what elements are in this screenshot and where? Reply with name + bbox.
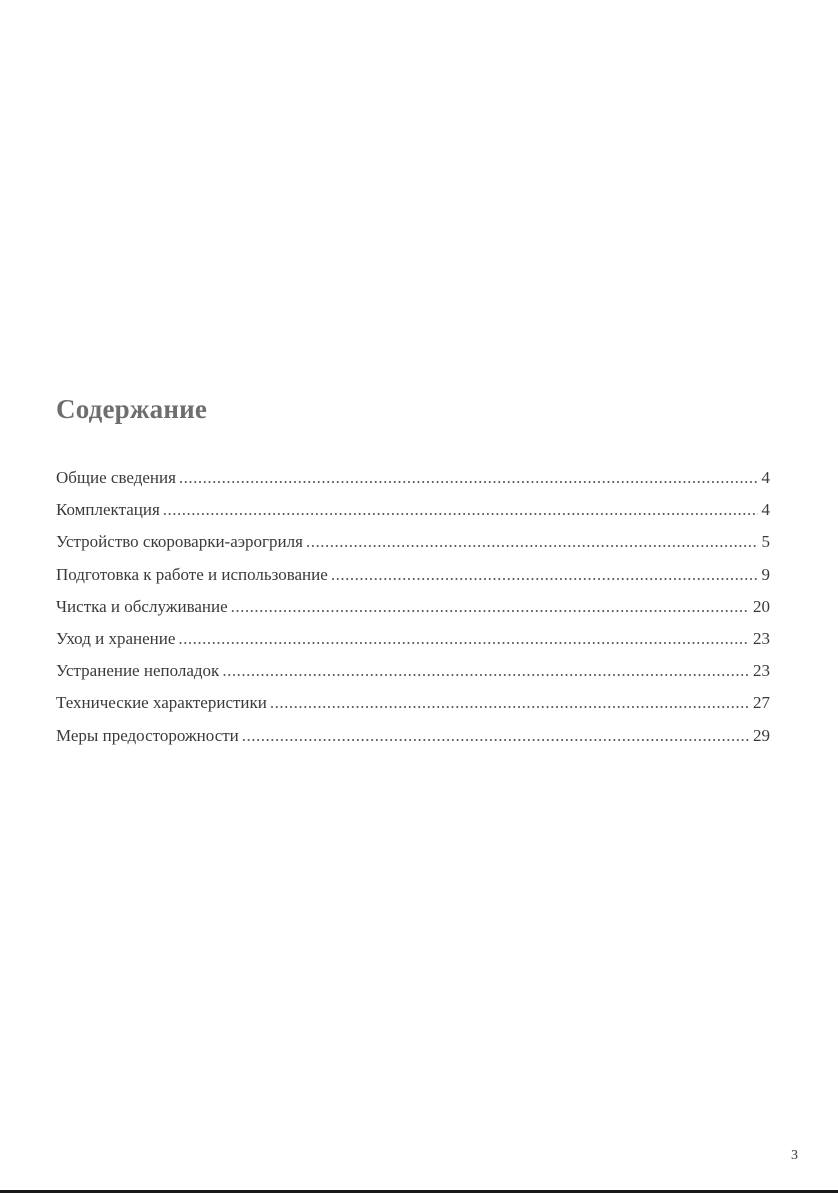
toc-entry-label: Чистка и обслуживание	[56, 596, 228, 616]
toc-dot-leader	[270, 687, 749, 719]
toc-entry-page: 4	[761, 468, 770, 487]
toc-dot-leader	[231, 591, 749, 623]
toc-dot-leader	[306, 526, 758, 558]
toc-entry-page: 5	[761, 532, 770, 552]
toc-entry-label: Общие сведения	[56, 468, 176, 487]
toc-entry-label: Устранение неполадок	[56, 661, 220, 681]
page-number: 3	[791, 1148, 798, 1163]
toc-entry-page: 20	[753, 596, 770, 616]
toc-dot-leader	[222, 655, 749, 687]
toc-dot-leader	[242, 720, 749, 752]
toc-entry[interactable]	[56, 687, 770, 719]
toc-entry[interactable]	[56, 720, 770, 752]
toc-entry[interactable]	[56, 623, 770, 655]
toc-entry-page: 27	[753, 693, 770, 713]
toc-entry-page: 9	[761, 564, 770, 584]
toc-entry[interactable]	[56, 559, 770, 591]
toc-entry-label: Уход и хранение	[56, 628, 176, 648]
toc-entry[interactable]	[56, 526, 770, 558]
toc-entry-page: 23	[753, 661, 770, 681]
toc-entry[interactable]	[56, 462, 770, 494]
toc-entry-label: Меры предосторожности	[56, 725, 239, 745]
toc-entry-page: 23	[753, 628, 770, 648]
toc-entry[interactable]	[56, 494, 770, 526]
toc-entry-page: 29	[753, 725, 770, 745]
toc-dot-leader	[163, 494, 758, 526]
page-title: Содержание	[56, 394, 208, 424]
toc-entry-label: Технические характеристики	[56, 693, 267, 713]
toc-entry-page: 4	[761, 500, 770, 520]
toc-dot-leader	[178, 623, 749, 655]
toc-dot-leader	[179, 462, 758, 494]
toc-entry-label: Устройство скороварки-аэрогриля	[56, 532, 303, 552]
toc-entry-label: Подготовка к работе и использование	[56, 564, 328, 584]
toc-entry-label: Комплектация	[56, 500, 160, 520]
table-of-contents	[56, 462, 770, 752]
toc-dot-leader	[331, 559, 758, 591]
toc-entry[interactable]	[56, 591, 770, 623]
toc-entry[interactable]	[56, 655, 770, 687]
